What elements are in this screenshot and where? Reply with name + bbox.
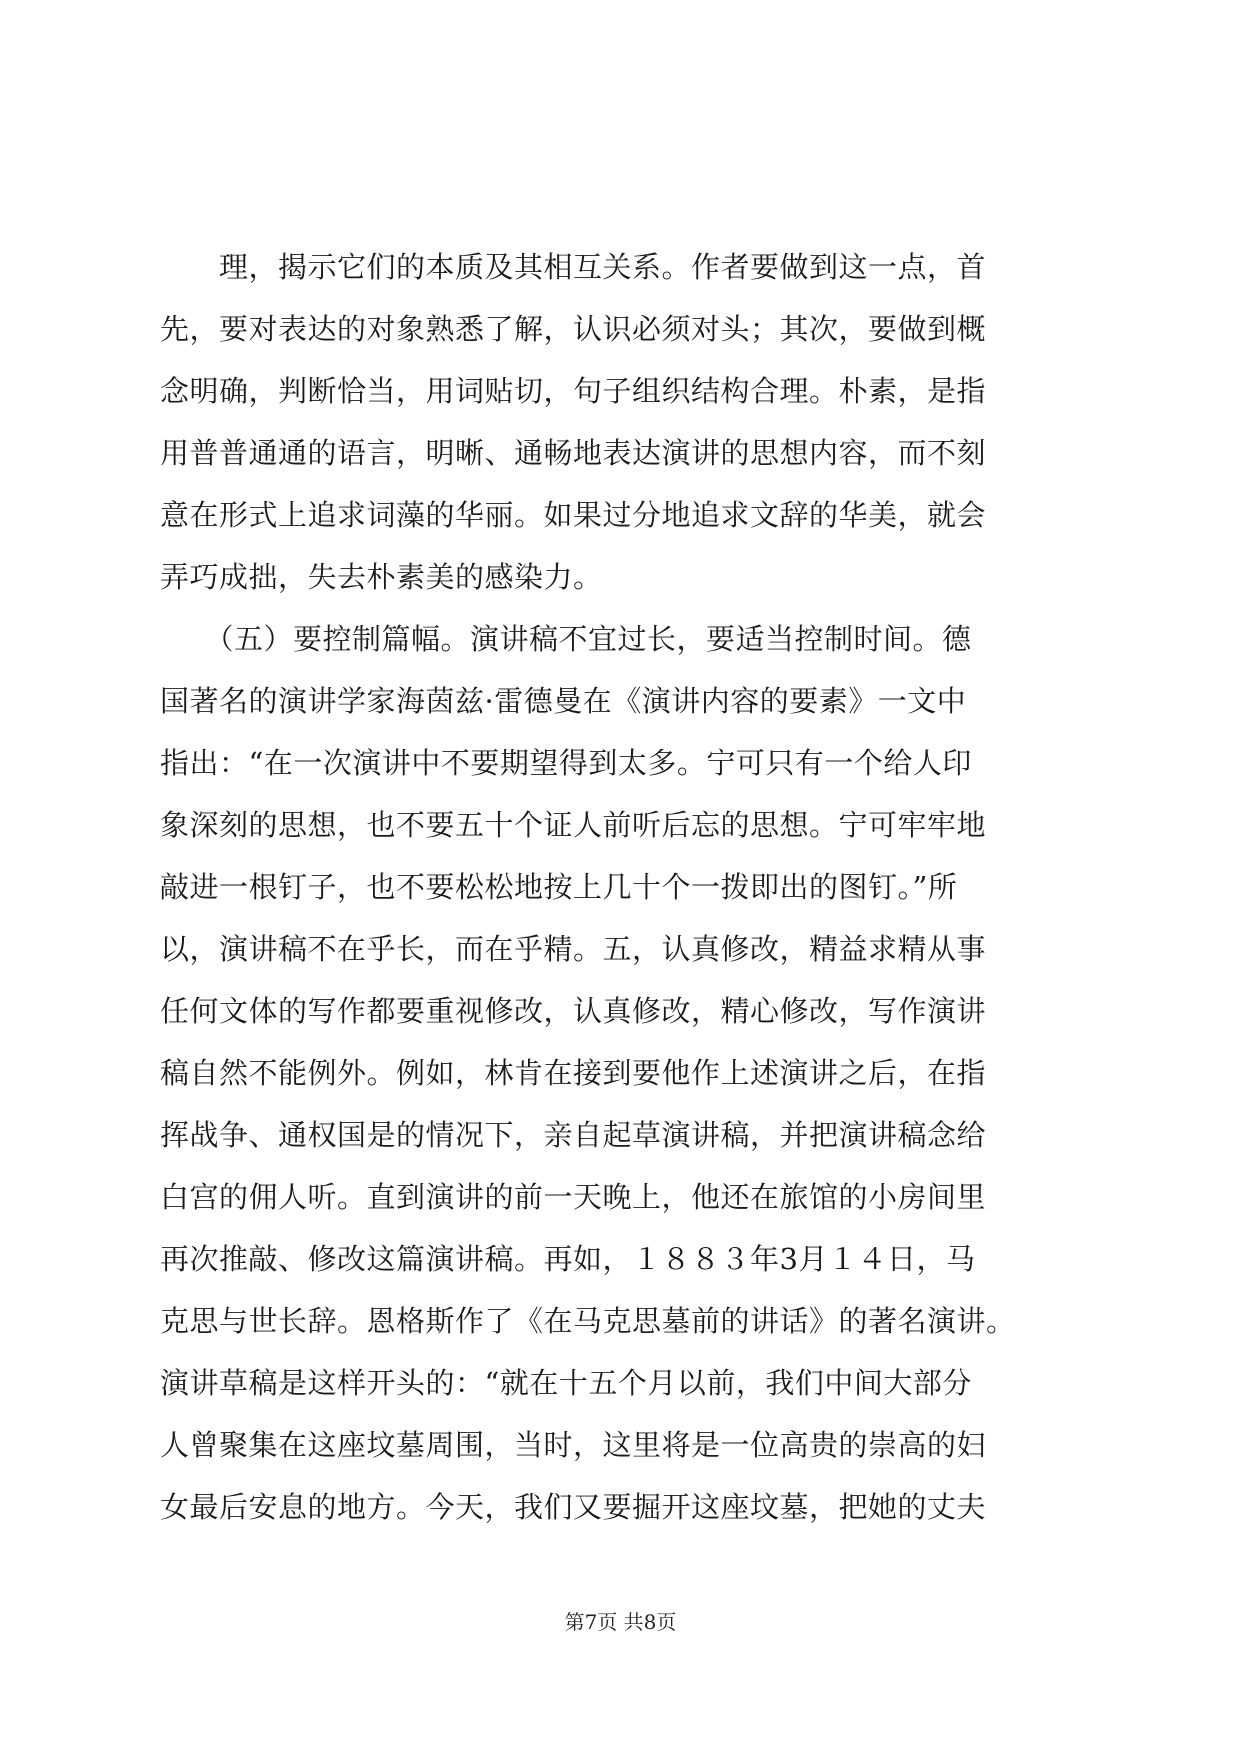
body-text <box>160 236 1080 1538</box>
text-line: 稿自然不能例外。例如，林肯在接到要他作上述演讲之后，在指 <box>160 1056 987 1090</box>
text-line: 指出：“在一次演讲中不要期望得到太多。宁可只有一个给人印 <box>160 746 972 780</box>
text-line: 再次推敲、修改这篇演讲稿。再如，１８８３年3月１４日，马 <box>160 1242 976 1276</box>
text-line: 任何文体的写作都要重视修改，认真修改，精心修改，写作演讲 <box>160 994 987 1028</box>
text-line: 白宫的佣人听。直到演讲的前一天晚上，他还在旅馆的小房间里 <box>160 1180 987 1214</box>
text-line: 先，要对表达的对象熟悉了解，认识必须对头；其次，要做到概 <box>160 312 987 346</box>
text-line: 意在形式上追求词藻的华丽。如果过分地追求文辞的华美，就会 <box>160 498 987 532</box>
text-line: 人曾聚集在这座坟墓周围，当时，这里将是一位高贵的崇高的妇 <box>160 1428 987 1462</box>
text-line: 象深刻的思想，也不要五十个证人前听后忘的思想。宁可牢牢地 <box>160 808 987 842</box>
text-line: 克思与世长辞。恩格斯作了《在马克思墓前的讲话》的著名演讲。 <box>160 1304 1016 1338</box>
text-line: 弄巧成拙，失去朴素美的感染力。 <box>160 560 603 594</box>
text-line: 用普普通通的语言，明晰、通畅地表达演讲的思想内容，而不刻 <box>160 436 987 470</box>
text-line: 念明确，判断恰当，用词贴切，句子组织结构合理。朴素，是指 <box>160 374 987 408</box>
page-number-footer: 第7页 共8页 <box>564 1610 677 1634</box>
text-line: 国著名的演讲学家海茵兹·雷德曼在《演讲内容的要素》一文中 <box>160 684 967 718</box>
text-line: 以，演讲稿不在乎长，而在乎精。五，认真修改，精益求精从事 <box>160 932 987 966</box>
text-line: （五）要控制篇幅。演讲稿不宜过长，要适当控制时间。德 <box>160 622 972 656</box>
text-line: 演讲草稿是这样开头的：“就在十五个月以前，我们中间大部分 <box>160 1366 972 1400</box>
text-line: 挥战争、通权国是的情况下，亲自起草演讲稿，并把演讲稿念给 <box>160 1118 987 1152</box>
text-line: 敲进一根钉子，也不要松松地按上几十个一拨即出的图钉。”所 <box>160 870 958 904</box>
text-line: 女最后安息的地方。今天，我们又要掘开这座坟墓，把她的丈夫 <box>160 1490 987 1524</box>
text-line: 理，揭示它们的本质及其相互关系。作者要做到这一点，首 <box>160 250 987 284</box>
